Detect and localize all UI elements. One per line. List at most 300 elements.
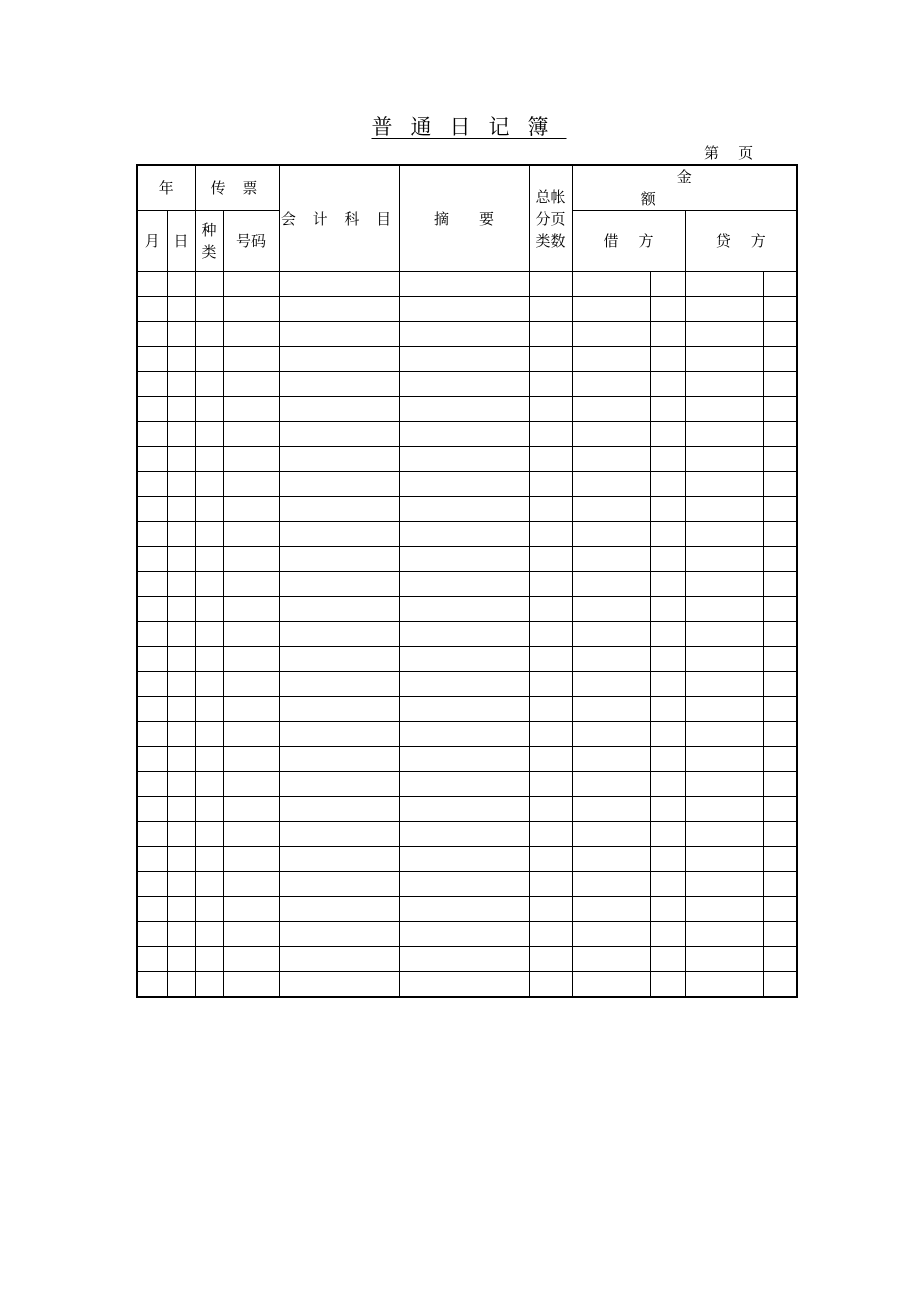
voucher-type-cell [195,572,223,597]
credit-amount-cell [685,722,763,747]
day-cell [167,322,195,347]
credit-cents-cell [763,322,797,347]
credit-amount-cell [685,597,763,622]
day-cell [167,697,195,722]
voucher-type-header-top: 种 [201,221,217,239]
voucher-number-cell [223,747,279,772]
credit-amount-cell [685,972,763,998]
voucher-type-cell [195,372,223,397]
credit-amount-cell [685,747,763,772]
voucher-type-cell [195,647,223,672]
day-cell [167,872,195,897]
credit-cents-cell [763,397,797,422]
debit-cents-cell [650,972,685,998]
debit-amount-cell [572,372,650,397]
credit-cents-cell [763,622,797,647]
credit-amount-cell [685,872,763,897]
voucher-type-cell [195,447,223,472]
voucher-number-cell [223,497,279,522]
account-subject-header: 会 计 科 目 [279,165,399,272]
ledger-page-cell [529,272,572,297]
credit-amount-cell [685,472,763,497]
voucher-type-cell [195,522,223,547]
account-subject-cell [279,647,399,672]
account-subject-cell [279,672,399,697]
debit-amount-cell [572,697,650,722]
month-cell [137,522,167,547]
debit-cents-cell [650,322,685,347]
day-cell [167,447,195,472]
table-row [137,672,797,697]
summary-cell [399,547,529,572]
table-row [137,547,797,572]
summary-cell [399,647,529,672]
credit-amount-cell [685,672,763,697]
debit-cents-cell [650,822,685,847]
page-title [0,112,920,142]
account-subject-cell [279,822,399,847]
table-row [137,472,797,497]
day-cell [167,797,195,822]
ledger-page-cell [529,722,572,747]
account-subject-cell [279,522,399,547]
voucher-type-cell [195,822,223,847]
account-subject-cell [279,422,399,447]
debit-amount-cell [572,972,650,998]
debit-amount-cell [572,447,650,472]
credit-cents-cell [763,497,797,522]
day-cell [167,597,195,622]
table-row [137,297,797,322]
debit-amount-cell [572,672,650,697]
credit-amount-cell [685,897,763,922]
day-cell [167,272,195,297]
ledger-page-header-line1: 总帐 [535,187,566,206]
month-cell [137,422,167,447]
debit-cents-cell [650,422,685,447]
voucher-type-cell [195,972,223,998]
account-subject-cell [279,622,399,647]
credit-cents-cell [763,822,797,847]
table-row [137,622,797,647]
summary-cell [399,622,529,647]
credit-amount-cell [685,947,763,972]
header-row-top [137,165,797,211]
debit-amount-cell [572,847,650,872]
voucher-number-cell [223,347,279,372]
debit-cents-cell [650,847,685,872]
debit-cents-cell [650,397,685,422]
credit-cents-cell [763,947,797,972]
debit-header: 借方 [572,211,685,272]
day-cell [167,422,195,447]
debit-cents-cell [650,597,685,622]
month-header: 月 [137,211,167,272]
ledger-page-cell [529,947,572,972]
account-subject-cell [279,547,399,572]
voucher-number-cell [223,297,279,322]
debit-amount-cell [572,772,650,797]
voucher-type-cell [195,772,223,797]
voucher-type-cell [195,547,223,572]
debit-cents-cell [650,672,685,697]
summary-cell [399,672,529,697]
credit-amount-cell [685,622,763,647]
ledger-page-cell [529,647,572,672]
account-subject-cell [279,922,399,947]
ledger-page-cell [529,697,572,722]
day-cell [167,347,195,372]
table-row [137,797,797,822]
account-subject-cell [279,947,399,972]
ledger-page-cell [529,972,572,998]
voucher-number-cell [223,947,279,972]
voucher-type-cell [195,797,223,822]
credit-cents-cell [763,972,797,998]
voucher-type-cell [195,722,223,747]
voucher-number-cell [223,672,279,697]
month-cell [137,447,167,472]
summary-cell [399,972,529,998]
account-subject-cell [279,272,399,297]
ledger-page-cell [529,672,572,697]
debit-cents-cell [650,697,685,722]
table-row [137,422,797,447]
voucher-type-cell [195,272,223,297]
debit-cents-cell [650,372,685,397]
summary-cell [399,822,529,847]
summary-cell [399,447,529,472]
month-cell [137,947,167,972]
credit-cents-cell [763,897,797,922]
credit-cents-cell [763,422,797,447]
debit-amount-cell [572,497,650,522]
month-cell [137,822,167,847]
voucher-number-cell [223,622,279,647]
ledger-page-cell [529,897,572,922]
credit-amount-cell [685,572,763,597]
voucher-type-cell [195,497,223,522]
day-cell [167,822,195,847]
debit-cents-cell [650,447,685,472]
table-row [137,947,797,972]
month-cell [137,347,167,372]
month-cell [137,647,167,672]
summary-cell [399,747,529,772]
day-cell [167,372,195,397]
month-cell [137,297,167,322]
summary-cell [399,372,529,397]
summary-cell [399,472,529,497]
summary-cell [399,297,529,322]
day-cell [167,847,195,872]
voucher-number-cell [223,722,279,747]
account-subject-cell [279,447,399,472]
voucher-number-cell [223,822,279,847]
day-header: 日 [167,211,195,272]
credit-cents-cell [763,922,797,947]
day-cell [167,472,195,497]
account-subject-cell [279,397,399,422]
voucher-number-cell [223,972,279,998]
month-cell [137,747,167,772]
account-subject-cell [279,847,399,872]
ledger-page-cell [529,372,572,397]
account-subject-cell [279,722,399,747]
ledger-page-cell [529,297,572,322]
summary-cell [399,797,529,822]
day-cell [167,747,195,772]
credit-amount-cell [685,797,763,822]
summary-cell [399,397,529,422]
credit-amount-cell [685,697,763,722]
day-cell [167,397,195,422]
table-row [137,497,797,522]
ledger-page-cell [529,347,572,372]
debit-amount-cell [572,747,650,772]
summary-cell [399,522,529,547]
year-header-label: 年 [158,179,174,197]
day-cell [167,297,195,322]
debit-cents-cell [650,622,685,647]
month-cell [137,847,167,872]
credit-amount-cell [685,447,763,472]
credit-cents-cell [763,372,797,397]
table-row [137,747,797,772]
debit-amount-cell [572,622,650,647]
ledger-page-cell [529,922,572,947]
account-subject-cell [279,897,399,922]
credit-cents-cell [763,472,797,497]
debit-cents-cell [650,647,685,672]
credit-amount-cell [685,647,763,672]
table-row [137,697,797,722]
credit-cents-cell [763,572,797,597]
table-row [137,922,797,947]
credit-amount-cell [685,397,763,422]
ledger-page-cell [529,497,572,522]
summary-cell [399,772,529,797]
page-title-text: 普通日记簿 [371,115,567,139]
credit-amount-cell [685,547,763,572]
debit-amount-cell [572,297,650,322]
table-row [137,397,797,422]
voucher-type-cell [195,322,223,347]
voucher-type-cell [195,697,223,722]
amount-header: 金额 [572,165,797,211]
table-row [137,772,797,797]
account-subject-cell [279,972,399,998]
month-cell [137,697,167,722]
voucher-type-cell [195,847,223,872]
day-cell [167,497,195,522]
table-row [137,872,797,897]
debit-cents-cell [650,472,685,497]
voucher-type-header-bottom: 类 [201,243,217,261]
page-number-label: 第 页 [704,144,754,162]
debit-amount-cell [572,272,650,297]
summary-header: 摘要 [399,165,529,272]
day-cell [167,772,195,797]
summary-cell [399,697,529,722]
account-subject-cell [279,872,399,897]
account-subject-cell [279,347,399,372]
credit-amount-cell [685,422,763,447]
voucher-number-cell [223,522,279,547]
table-row [137,822,797,847]
voucher-header: 传 票 [195,165,279,211]
credit-amount-cell [685,347,763,372]
table-row [137,647,797,672]
account-subject-cell [279,697,399,722]
voucher-number-cell [223,322,279,347]
voucher-type-cell [195,397,223,422]
credit-cents-cell [763,522,797,547]
voucher-type-cell [195,922,223,947]
credit-header: 贷方 [685,211,797,272]
day-cell [167,622,195,647]
voucher-type-cell [195,422,223,447]
ledger-page-cell [529,572,572,597]
table-row [137,347,797,372]
debit-cents-cell [650,872,685,897]
debit-amount-cell [572,947,650,972]
debit-amount-cell [572,572,650,597]
debit-amount-cell [572,872,650,897]
table-row [137,572,797,597]
month-cell [137,597,167,622]
ledger-page-cell [529,422,572,447]
credit-cents-cell [763,772,797,797]
voucher-number-cell [223,797,279,822]
voucher-type-header [195,211,223,272]
table-row [137,272,797,297]
voucher-number-cell [223,647,279,672]
table-row [137,897,797,922]
month-cell [137,547,167,572]
month-cell [137,772,167,797]
month-cell [137,372,167,397]
debit-amount-cell [572,647,650,672]
day-cell [167,647,195,672]
voucher-number-cell [223,872,279,897]
month-cell [137,622,167,647]
voucher-number-cell [223,372,279,397]
month-cell [137,672,167,697]
debit-amount-cell [572,597,650,622]
voucher-number-cell [223,772,279,797]
ledger-page-cell [529,622,572,647]
debit-cents-cell [650,722,685,747]
credit-cents-cell [763,872,797,897]
ledger-page-cell [529,322,572,347]
summary-cell [399,597,529,622]
credit-cents-cell [763,672,797,697]
credit-amount-cell [685,522,763,547]
credit-amount-cell [685,922,763,947]
month-cell [137,272,167,297]
voucher-type-cell [195,597,223,622]
day-cell [167,522,195,547]
ledger-page-cell [529,397,572,422]
account-subject-cell [279,497,399,522]
table-row [137,322,797,347]
debit-cents-cell [650,522,685,547]
voucher-number-cell [223,397,279,422]
voucher-number-cell [223,597,279,622]
voucher-type-cell [195,672,223,697]
credit-cents-cell [763,847,797,872]
summary-cell [399,722,529,747]
month-cell [137,972,167,998]
voucher-number-cell [223,547,279,572]
voucher-number-header: 号码 [223,211,279,272]
month-cell [137,572,167,597]
voucher-type-cell [195,947,223,972]
ledger-page-cell [529,522,572,547]
voucher-number-cell [223,272,279,297]
credit-cents-cell [763,447,797,472]
credit-cents-cell [763,272,797,297]
debit-amount-cell [572,347,650,372]
debit-cents-cell [650,347,685,372]
month-cell [137,397,167,422]
summary-cell [399,572,529,597]
ledger-page-cell [529,872,572,897]
table-row [137,972,797,998]
credit-cents-cell [763,597,797,622]
ledger-page-cell [529,822,572,847]
journal-ledger-table [136,164,798,998]
ledger-page-cell [529,772,572,797]
credit-amount-cell [685,822,763,847]
debit-amount-cell [572,472,650,497]
ledger-page-header-line2: 分页 [535,209,566,228]
voucher-type-cell [195,347,223,372]
credit-amount-cell [685,322,763,347]
debit-amount-cell [572,922,650,947]
month-cell [137,722,167,747]
credit-cents-cell [763,547,797,572]
month-cell [137,897,167,922]
summary-cell [399,497,529,522]
debit-cents-cell [650,547,685,572]
ledger-page-cell [529,547,572,572]
ledger-page-cell [529,797,572,822]
day-cell [167,897,195,922]
ledger-page-cell [529,597,572,622]
voucher-number-cell [223,422,279,447]
voucher-type-cell [195,472,223,497]
voucher-type-cell [195,622,223,647]
day-cell [167,972,195,998]
credit-cents-cell [763,797,797,822]
table-row [137,447,797,472]
ledger-page-header [529,165,572,272]
account-subject-cell [279,747,399,772]
account-subject-cell [279,597,399,622]
table-row [137,847,797,872]
voucher-number-cell [223,847,279,872]
voucher-number-cell [223,897,279,922]
voucher-type-cell [195,747,223,772]
credit-amount-cell [685,847,763,872]
debit-amount-cell [572,422,650,447]
account-subject-cell [279,322,399,347]
debit-amount-cell [572,897,650,922]
voucher-number-cell [223,697,279,722]
ledger-page-header-line3: 类数 [535,231,566,250]
